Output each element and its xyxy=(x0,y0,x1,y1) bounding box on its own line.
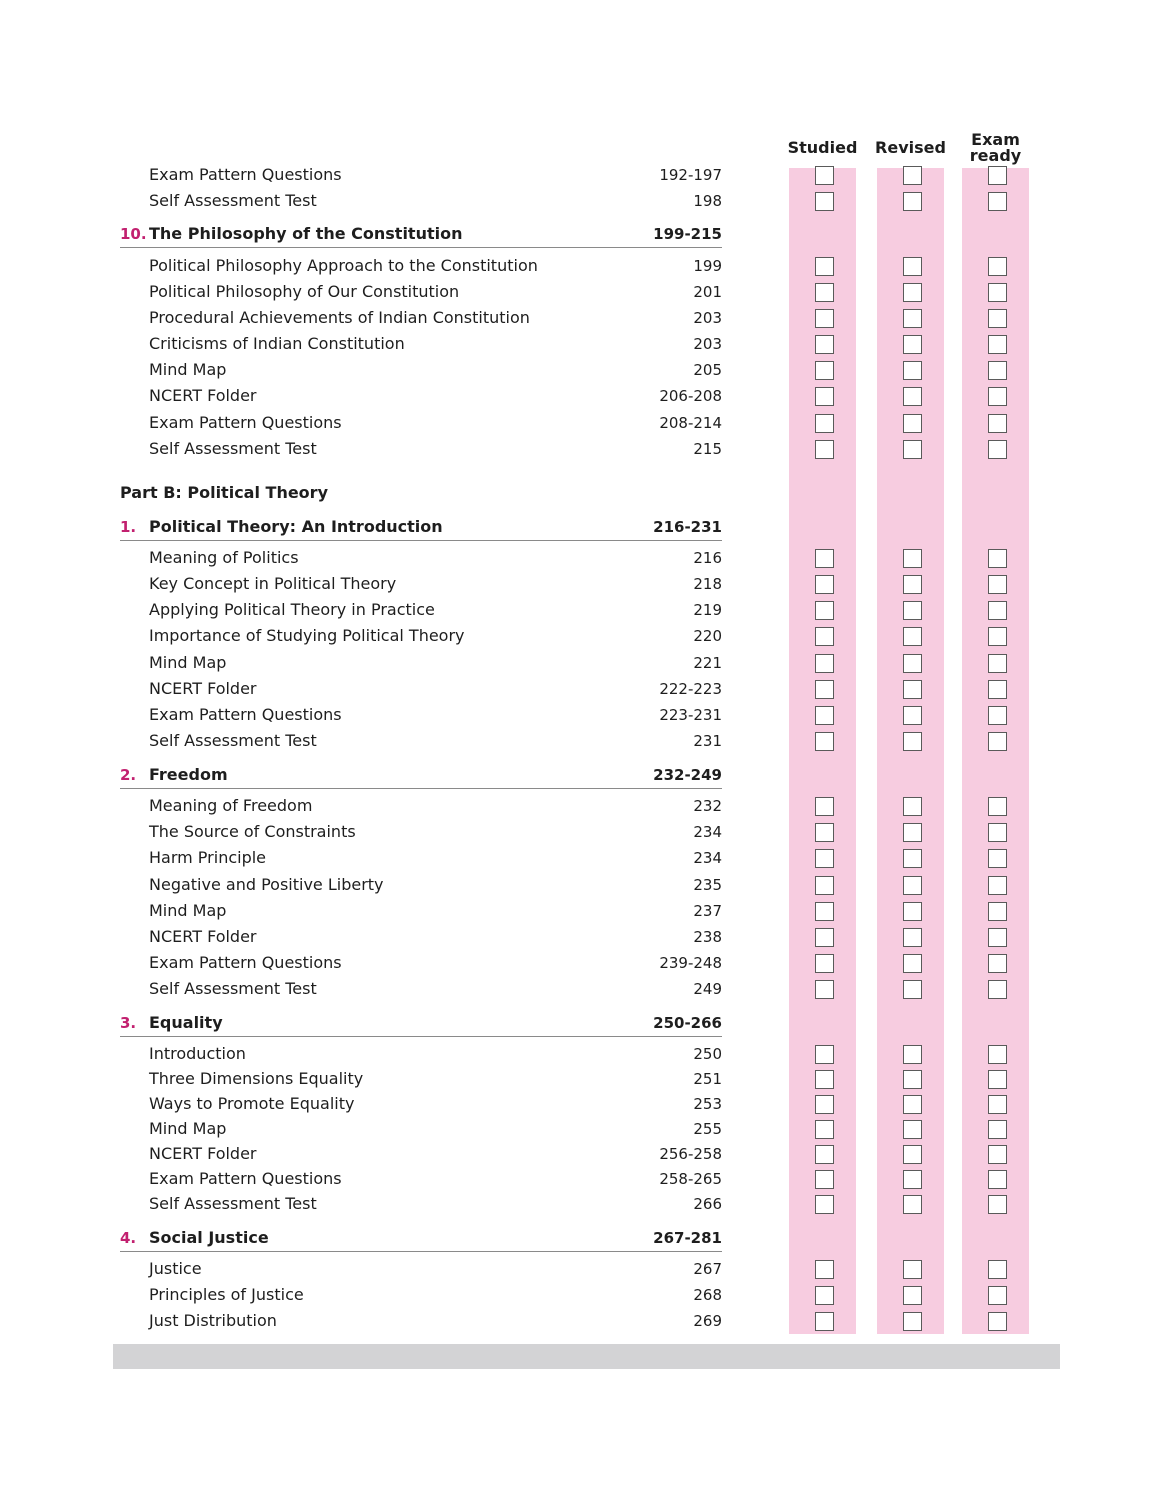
studied-checkbox[interactable] xyxy=(815,335,834,354)
toc-entry-row xyxy=(0,952,1174,974)
footer-bar xyxy=(113,1344,1060,1369)
toc-entry-row xyxy=(0,795,1174,817)
revised-checkbox[interactable] xyxy=(903,257,922,276)
entry-page-number: 234 xyxy=(693,823,722,841)
toc-entry-row xyxy=(0,599,1174,621)
studied-checkbox[interactable] xyxy=(815,680,834,699)
studied-checkbox[interactable] xyxy=(815,928,834,947)
studied-checkbox[interactable] xyxy=(815,954,834,973)
chapter-number: 1. xyxy=(120,518,137,536)
revised-checkbox[interactable] xyxy=(903,1312,922,1331)
revised-checkbox[interactable] xyxy=(903,414,922,433)
entry-title: Harm Principle xyxy=(149,848,267,867)
studied-checkbox[interactable] xyxy=(815,575,834,594)
studied-checkbox[interactable] xyxy=(815,1260,834,1279)
toc-entry-row xyxy=(0,1193,1174,1215)
exam-ready-checkbox[interactable] xyxy=(988,335,1007,354)
chapter-page-range: 199-215 xyxy=(653,225,722,243)
entry-page-number: 235 xyxy=(693,876,722,894)
entry-title: NCERT Folder xyxy=(149,927,257,946)
chapter-row xyxy=(0,1012,1174,1034)
chapter-page-range: 216-231 xyxy=(653,518,722,536)
studied-checkbox[interactable] xyxy=(815,902,834,921)
exam-ready-checkbox[interactable] xyxy=(988,1145,1007,1164)
toc-entry-row xyxy=(0,190,1174,212)
chapter-row xyxy=(0,764,1174,786)
revised-checkbox[interactable] xyxy=(903,928,922,947)
revised-checkbox[interactable] xyxy=(903,902,922,921)
entry-title: Ways to Promote Equality xyxy=(149,1094,355,1113)
entry-title: Criticisms of Indian Constitution xyxy=(149,334,405,353)
revised-checkbox[interactable] xyxy=(903,1170,922,1189)
entry-title: Self Assessment Test xyxy=(149,439,317,458)
revised-checkbox[interactable] xyxy=(903,1286,922,1305)
entry-title: Mind Map xyxy=(149,901,227,920)
exam-ready-checkbox[interactable] xyxy=(988,928,1007,947)
entry-page-number: 201 xyxy=(693,283,722,301)
part-title: Part B: Political Theory xyxy=(120,483,328,502)
toc-entry-row xyxy=(0,1093,1174,1115)
exam-ready-checkbox[interactable] xyxy=(988,954,1007,973)
toc-entry-row xyxy=(0,255,1174,277)
chapter-row xyxy=(0,1227,1174,1249)
entry-title: Three Dimensions Equality xyxy=(149,1069,364,1088)
entry-page-number: 249 xyxy=(693,980,722,998)
entry-title: NCERT Folder xyxy=(149,679,257,698)
chapter-number: 2. xyxy=(120,766,137,784)
chapter-divider xyxy=(120,1251,722,1252)
entry-page-number: 258-265 xyxy=(659,1170,722,1188)
entry-page-number: 205 xyxy=(693,361,722,379)
exam-ready-checkbox[interactable] xyxy=(988,627,1007,646)
revised-checkbox[interactable] xyxy=(903,335,922,354)
entry-page-number: 231 xyxy=(693,732,722,750)
revised-checkbox[interactable] xyxy=(903,1045,922,1064)
revised-checkbox[interactable] xyxy=(903,680,922,699)
studied-header: Studied xyxy=(787,138,858,157)
revised-checkbox[interactable] xyxy=(903,1095,922,1114)
exam-ready-checkbox[interactable] xyxy=(988,1070,1007,1089)
chapter-number: 4. xyxy=(120,1229,137,1247)
entry-title: NCERT Folder xyxy=(149,386,257,405)
exam-ready-checkbox[interactable] xyxy=(988,876,1007,895)
toc-entry-row xyxy=(0,678,1174,700)
revised-checkbox[interactable] xyxy=(903,309,922,328)
studied-checkbox[interactable] xyxy=(815,1120,834,1139)
entry-title: Key Concept in Political Theory xyxy=(149,574,397,593)
chapter-title: Social Justice xyxy=(149,1228,269,1247)
entry-title: Principles of Justice xyxy=(149,1285,304,1304)
toc-entry-row xyxy=(0,281,1174,303)
toc-entry-row xyxy=(0,1284,1174,1306)
toc-entry-row xyxy=(0,412,1174,434)
revised-checkbox[interactable] xyxy=(903,627,922,646)
revised-checkbox[interactable] xyxy=(903,1070,922,1089)
toc-entry-row xyxy=(0,821,1174,843)
exam-ready-checkbox[interactable] xyxy=(988,680,1007,699)
toc-entry-row xyxy=(0,333,1174,355)
toc-entry-row xyxy=(0,1168,1174,1190)
revised-checkbox[interactable] xyxy=(903,797,922,816)
toc-entry-row xyxy=(0,978,1174,1000)
toc-entry-row xyxy=(0,900,1174,922)
toc-entry-row xyxy=(0,926,1174,948)
entry-page-number: 251 xyxy=(693,1070,722,1088)
toc-entry-row xyxy=(0,625,1174,647)
exam-ready-checkbox[interactable] xyxy=(988,980,1007,999)
studied-checkbox[interactable] xyxy=(815,549,834,568)
entry-page-number: 238 xyxy=(693,928,722,946)
studied-checkbox[interactable] xyxy=(815,414,834,433)
chapter-title: Equality xyxy=(149,1013,223,1032)
exam-ready-checkbox[interactable] xyxy=(988,575,1007,594)
studied-checkbox[interactable] xyxy=(815,1195,834,1214)
toc-entry-row xyxy=(0,1068,1174,1090)
entry-title: Exam Pattern Questions xyxy=(149,165,342,184)
entry-page-number: 203 xyxy=(693,309,722,327)
studied-checkbox[interactable] xyxy=(815,627,834,646)
entry-page-number: 222-223 xyxy=(659,680,722,698)
entry-title: Exam Pattern Questions xyxy=(149,413,342,432)
entry-page-number: 206-208 xyxy=(659,387,722,405)
exam-ready-checkbox[interactable] xyxy=(988,1045,1007,1064)
revised-checkbox[interactable] xyxy=(903,361,922,380)
entry-page-number: 250 xyxy=(693,1045,722,1063)
entry-title: Mind Map xyxy=(149,360,227,379)
exam-ready-checkbox[interactable] xyxy=(988,797,1007,816)
toc-entry-row xyxy=(0,874,1174,896)
entry-title: Procedural Achievements of Indian Constitution xyxy=(149,308,530,327)
exam-ready-header-line2: ready xyxy=(969,146,1022,165)
exam-ready-checkbox[interactable] xyxy=(988,414,1007,433)
exam-ready-checkbox[interactable] xyxy=(988,192,1007,211)
entry-page-number: 192-197 xyxy=(659,166,722,184)
revised-checkbox[interactable] xyxy=(903,706,922,725)
toc-entry-row xyxy=(0,652,1174,674)
toc-entry-row xyxy=(0,1043,1174,1065)
chapter-divider xyxy=(120,788,722,789)
chapter-divider xyxy=(120,540,722,541)
chapter-row xyxy=(0,516,1174,538)
revised-checkbox[interactable] xyxy=(903,1260,922,1279)
entry-title: Political Philosophy Approach to the Constitution xyxy=(149,256,538,275)
studied-checkbox[interactable] xyxy=(815,601,834,620)
revised-checkbox[interactable] xyxy=(903,549,922,568)
toc-entry-row xyxy=(0,438,1174,460)
studied-checkbox[interactable] xyxy=(815,257,834,276)
entry-title: Political Philosophy of Our Constitution xyxy=(149,282,460,301)
revised-checkbox[interactable] xyxy=(903,283,922,302)
studied-checkbox[interactable] xyxy=(815,1070,834,1089)
studied-checkbox[interactable] xyxy=(815,440,834,459)
toc-entry-row xyxy=(0,1143,1174,1165)
studied-checkbox[interactable] xyxy=(815,387,834,406)
revised-checkbox[interactable] xyxy=(903,192,922,211)
entry-page-number: 218 xyxy=(693,575,722,593)
exam-ready-checkbox[interactable] xyxy=(988,1170,1007,1189)
studied-checkbox[interactable] xyxy=(815,192,834,211)
toc-entry-row xyxy=(0,547,1174,569)
entry-title: Negative and Positive Liberty xyxy=(149,875,384,894)
entry-title: Mind Map xyxy=(149,1119,227,1138)
exam-ready-checkbox[interactable] xyxy=(988,706,1007,725)
exam-ready-checkbox[interactable] xyxy=(988,361,1007,380)
exam-ready-checkbox[interactable] xyxy=(988,1120,1007,1139)
toc-entry-row xyxy=(0,307,1174,329)
entry-page-number: 221 xyxy=(693,654,722,672)
entry-page-number: 239-248 xyxy=(659,954,722,972)
revised-checkbox[interactable] xyxy=(903,1195,922,1214)
exam-ready-checkbox[interactable] xyxy=(988,654,1007,673)
chapter-title: The Philosophy of the Constitution xyxy=(149,224,463,243)
entry-title: Exam Pattern Questions xyxy=(149,1169,342,1188)
toc-entry-row xyxy=(0,164,1174,186)
chapter-row xyxy=(0,223,1174,245)
studied-checkbox[interactable] xyxy=(815,732,834,751)
entry-page-number: 198 xyxy=(693,192,722,210)
revised-checkbox[interactable] xyxy=(903,823,922,842)
exam-ready-checkbox[interactable] xyxy=(988,257,1007,276)
studied-checkbox[interactable] xyxy=(815,797,834,816)
studied-checkbox[interactable] xyxy=(815,823,834,842)
part-heading xyxy=(0,482,1174,504)
revised-checkbox[interactable] xyxy=(903,166,922,185)
studied-checkbox[interactable] xyxy=(815,361,834,380)
entry-title: Mind Map xyxy=(149,653,227,672)
entry-page-number: 208-214 xyxy=(659,414,722,432)
chapter-page-range: 250-266 xyxy=(653,1014,722,1032)
revised-checkbox[interactable] xyxy=(903,575,922,594)
revised-checkbox[interactable] xyxy=(903,387,922,406)
exam-ready-checkbox[interactable] xyxy=(988,1095,1007,1114)
entry-title: Exam Pattern Questions xyxy=(149,953,342,972)
entry-page-number: 253 xyxy=(693,1095,722,1113)
entry-page-number: 215 xyxy=(693,440,722,458)
entry-page-number: 220 xyxy=(693,627,722,645)
studied-checkbox[interactable] xyxy=(815,849,834,868)
revised-checkbox[interactable] xyxy=(903,980,922,999)
entry-title: Applying Political Theory in Practice xyxy=(149,600,435,619)
toc-entry-row xyxy=(0,1310,1174,1332)
revised-checkbox[interactable] xyxy=(903,440,922,459)
toc-entry-row xyxy=(0,847,1174,869)
entry-page-number: 267 xyxy=(693,1260,722,1278)
studied-checkbox[interactable] xyxy=(815,876,834,895)
entry-title: Self Assessment Test xyxy=(149,1194,317,1213)
chapter-number: 10. xyxy=(120,225,147,243)
exam-ready-checkbox[interactable] xyxy=(988,849,1007,868)
studied-checkbox[interactable] xyxy=(815,980,834,999)
exam-ready-checkbox[interactable] xyxy=(988,283,1007,302)
studied-checkbox[interactable] xyxy=(815,1286,834,1305)
revised-checkbox[interactable] xyxy=(903,1145,922,1164)
entry-page-number: 237 xyxy=(693,902,722,920)
chapter-number: 3. xyxy=(120,1014,137,1032)
entry-title: Meaning of Freedom xyxy=(149,796,313,815)
exam-ready-checkbox[interactable] xyxy=(988,309,1007,328)
toc-entry-row xyxy=(0,359,1174,381)
entry-title: Self Assessment Test xyxy=(149,191,317,210)
revised-checkbox[interactable] xyxy=(903,1120,922,1139)
entry-title: The Source of Constraints xyxy=(149,822,356,841)
entry-page-number: 199 xyxy=(693,257,722,275)
entry-page-number: 266 xyxy=(693,1195,722,1213)
chapter-page-range: 232-249 xyxy=(653,766,722,784)
exam-ready-checkbox[interactable] xyxy=(988,440,1007,459)
studied-checkbox[interactable] xyxy=(815,1045,834,1064)
entry-title: Exam Pattern Questions xyxy=(149,705,342,724)
toc-entry-row xyxy=(0,704,1174,726)
exam-ready-header xyxy=(953,132,1038,164)
studied-checkbox[interactable] xyxy=(815,1095,834,1114)
exam-ready-checkbox[interactable] xyxy=(988,823,1007,842)
entry-title: Just Distribution xyxy=(149,1311,277,1330)
exam-ready-header-line1: Exam xyxy=(971,130,1020,149)
exam-ready-checkbox[interactable] xyxy=(988,1260,1007,1279)
entry-page-number: 223-231 xyxy=(659,706,722,724)
entry-title: Importance of Studying Political Theory xyxy=(149,626,465,645)
exam-ready-checkbox[interactable] xyxy=(988,1312,1007,1331)
entry-page-number: 219 xyxy=(693,601,722,619)
exam-ready-checkbox[interactable] xyxy=(988,1195,1007,1214)
entry-page-number: 234 xyxy=(693,849,722,867)
exam-ready-checkbox[interactable] xyxy=(988,166,1007,185)
entry-title: NCERT Folder xyxy=(149,1144,257,1163)
studied-checkbox[interactable] xyxy=(815,1170,834,1189)
chapter-divider xyxy=(120,247,722,248)
entry-title: Introduction xyxy=(149,1044,246,1063)
toc-entry-row xyxy=(0,385,1174,407)
exam-ready-checkbox[interactable] xyxy=(988,387,1007,406)
entry-page-number: 216 xyxy=(693,549,722,567)
toc-entry-row xyxy=(0,1258,1174,1280)
studied-checkbox[interactable] xyxy=(815,166,834,185)
entry-page-number: 232 xyxy=(693,797,722,815)
revised-header: Revised xyxy=(875,138,946,157)
entry-page-number: 269 xyxy=(693,1312,722,1330)
studied-checkbox[interactable] xyxy=(815,1145,834,1164)
revised-checkbox[interactable] xyxy=(903,849,922,868)
studied-checkbox[interactable] xyxy=(815,1312,834,1331)
chapter-page-range: 267-281 xyxy=(653,1229,722,1247)
studied-checkbox[interactable] xyxy=(815,283,834,302)
entry-page-number: 203 xyxy=(693,335,722,353)
exam-ready-checkbox[interactable] xyxy=(988,902,1007,921)
entry-title: Justice xyxy=(149,1259,202,1278)
revised-checkbox[interactable] xyxy=(903,876,922,895)
entry-page-number: 255 xyxy=(693,1120,722,1138)
exam-ready-checkbox[interactable] xyxy=(988,1286,1007,1305)
entry-title: Self Assessment Test xyxy=(149,731,317,750)
toc-entry-row xyxy=(0,1118,1174,1140)
studied-checkbox[interactable] xyxy=(815,309,834,328)
studied-checkbox[interactable] xyxy=(815,654,834,673)
revised-checkbox[interactable] xyxy=(903,601,922,620)
toc-entry-row xyxy=(0,730,1174,752)
studied-checkbox[interactable] xyxy=(815,706,834,725)
exam-ready-checkbox[interactable] xyxy=(988,601,1007,620)
chapter-title: Political Theory: An Introduction xyxy=(149,517,443,536)
entry-page-number: 256-258 xyxy=(659,1145,722,1163)
chapter-divider xyxy=(120,1036,722,1037)
entry-page-number: 268 xyxy=(693,1286,722,1304)
revised-checkbox[interactable] xyxy=(903,732,922,751)
toc-entry-row xyxy=(0,573,1174,595)
exam-ready-checkbox[interactable] xyxy=(988,549,1007,568)
entry-title: Meaning of Politics xyxy=(149,548,299,567)
revised-checkbox[interactable] xyxy=(903,954,922,973)
revised-checkbox[interactable] xyxy=(903,654,922,673)
chapter-title: Freedom xyxy=(149,765,228,784)
exam-ready-checkbox[interactable] xyxy=(988,732,1007,751)
entry-title: Self Assessment Test xyxy=(149,979,317,998)
